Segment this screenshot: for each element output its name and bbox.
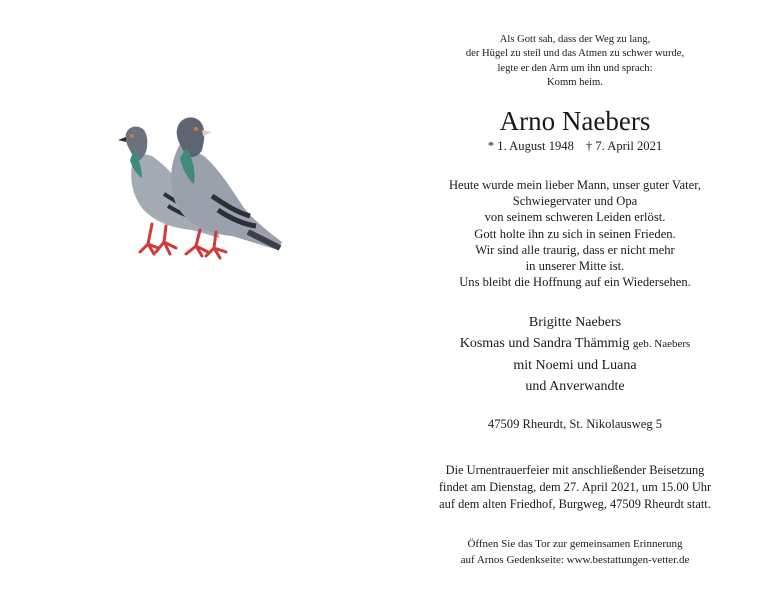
death-notice (405, 177, 745, 290)
mourner-grandchildren: mit Noemi und Luana (513, 358, 637, 373)
pigeon-right (171, 117, 282, 258)
family-address: 47509 Rheurdt, St. Nikolausweg 5 (487, 417, 663, 431)
memorial-line: auf Arnos Gedenkseite: www.bestattungen-vetter.de (460, 553, 690, 566)
notice-line: von seinem schweren Leiden erlöst. (484, 210, 666, 225)
ceremony-line: auf dem alten Friedhof, Burgweg, 47509 Rheurdt statt. (439, 496, 711, 511)
poem (405, 33, 745, 90)
poem-line: Als Gott sah, dass der Weg zu lang, (499, 34, 651, 45)
memorial-line: Öffnen Sie das Tor zur gemeinsamen Erinnerung (467, 538, 683, 550)
notice-line: Gott holte ihn zu sich in seinen Frieden. (474, 226, 676, 241)
notice-line: Wir sind alle traurig, dass er nicht mehr (475, 242, 675, 257)
notice-line: Schwiegervater und Opa (512, 194, 638, 209)
mourner-relatives: und Anverwandte (525, 379, 625, 394)
mourners (405, 312, 745, 397)
notice-line: Uns bleibt die Hoffnung auf ein Wiedersehen. (459, 275, 691, 290)
birth-date: * 1. August 1948 (487, 139, 574, 153)
mourner-children-names: Kosmas und Sandra Thämmig (459, 336, 630, 351)
ceremony-info (395, 462, 755, 512)
deceased-name: Arno Naebers (499, 106, 651, 136)
maiden-name: geb. Naebers (632, 338, 691, 350)
poem-line: legte er den Arm um ihn und sprach: (497, 62, 653, 74)
mourner-children (405, 333, 745, 355)
life-dates (405, 138, 745, 154)
ceremony-line: Die Urnentrauerfeier mit anschließender Beisetzung (445, 463, 705, 477)
mourner-spouse: Brigitte Naebers (528, 315, 622, 330)
memorial-page-info (395, 537, 755, 568)
notice-line: in unserer Mitte ist. (525, 259, 625, 274)
death-date: † 7. April 2021 (585, 139, 663, 153)
pigeons-illustration (108, 112, 290, 264)
poem-line: Komm heim. (547, 76, 603, 88)
ceremony-line: findet am Dienstag, dem 27. April 2021, um 15.00 Uhr (438, 479, 712, 494)
notice-line: Heute wurde mein lieber Mann, unser guter Vater, (448, 178, 702, 192)
poem-line: der Hügel zu steil und das Atmen zu schwer wurde, (465, 48, 685, 60)
